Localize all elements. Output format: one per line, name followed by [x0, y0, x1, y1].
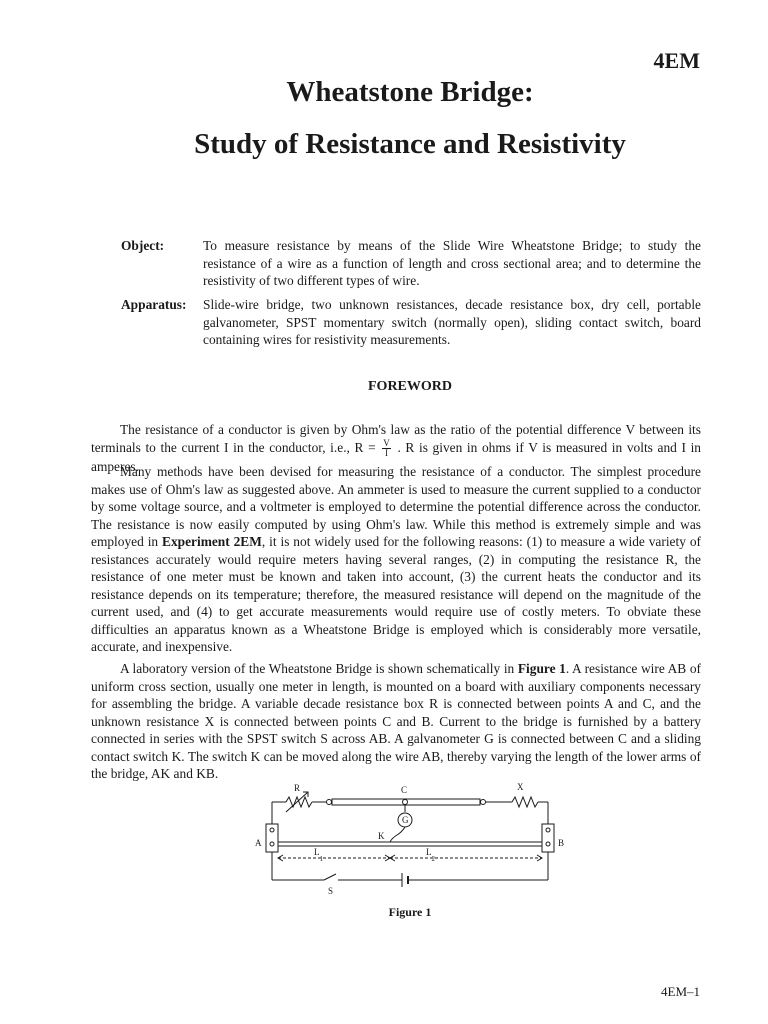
switch-s-blade	[324, 874, 336, 880]
p3-text-after: . A resistance wire AB of uniform cross section, usually one meter in length, is mounted on a board with auxiliary components necessary for assembling the bridge. A variable decade resistance box R is connected between points A and C, and the unknown resistance X is connected between points C and B. Current to the bridge is furnished by a battery connected in series with the SPST switch S across AB. A galvanometer G is connected between C and a sliding contact switch K. The switch K can be moved along the wire AB, thereby varying the length of the lower arms of the bridge, AK and KB.	[91, 661, 701, 781]
figure-caption: Figure 1	[388, 905, 432, 919]
terminal-bar-left	[327, 800, 332, 805]
label-l1-letter: L	[314, 847, 320, 857]
object-label: Object:	[121, 238, 165, 253]
experiment-code: 4EM	[653, 48, 700, 73]
wire-g-to-k	[390, 827, 405, 842]
p2-bold-reference: Experiment 2EM	[162, 534, 262, 549]
p2-text-after: , it is not widely used for the following reasons: (1) to measure a wide variety of resistances accurately would require meters having several ranges, (2) in computing the resistance R, the resistance of one meter must be known and taken into account, (3) the current heats the conductor and its resistance depends on its temperature; therefore, the measured resistance will depend on the magnitude of the current used, and (4) to get accurate measurements would require use of costly meters. To obviate these difficulties an apparatus known as a Wheatstone Bridge is employed which is considerably more versatile, accurate, and inexpensive.	[91, 534, 701, 654]
terminal-c	[403, 800, 408, 805]
foreword-heading: FOREWORD	[368, 379, 452, 394]
label-a: A	[255, 838, 262, 848]
p3-bold-reference: Figure 1	[517, 661, 566, 676]
label-g: G	[402, 815, 409, 825]
wheatstone-bridge-diagram	[250, 780, 570, 898]
label-b: B	[558, 838, 565, 848]
label-l2-letter: L	[426, 847, 432, 857]
label-x: X	[517, 782, 524, 792]
label-c: C	[401, 785, 408, 795]
apparatus-label: Apparatus:	[121, 297, 187, 312]
p3-text-before: A laboratory version of the Wheatstone Bridge is shown schematically in	[120, 661, 515, 676]
p1-text-after: . R is given in ohms if V is measured in volts and I in amperes.	[91, 439, 701, 474]
fraction-denominator: I	[385, 447, 389, 458]
page-number: 4EM–1	[661, 984, 700, 999]
label-r: R	[294, 783, 301, 793]
foreword-paragraph-3	[91, 660, 701, 783]
label-s: S	[328, 886, 334, 896]
resistor-r-zigzag	[286, 797, 312, 807]
label-l2-subscript: 2	[431, 855, 435, 863]
label-l1-subscript: 1	[319, 855, 323, 863]
foreword-paragraph-2	[91, 463, 701, 656]
p2-text-before: Many methods have been devised for measuring the resistance of a conductor. The simplest procedure makes use of Ohm's law as suggested above. An ammeter is used to measure the current supplied to a conductor by some voltage source, and a voltmeter is employed to determine the potential difference across the conductor. The resistance is now easily computed by using Ohm's law. While this method is extremely simple and was employed in	[91, 464, 701, 549]
object-section	[121, 237, 701, 290]
p1-text-before: The resistance of a conductor is given by Ohm's law as the ratio of the potential difference V between its terminals to the current I in the conductor, i.e., R =	[91, 422, 701, 455]
resistor-r-arrow-line	[286, 792, 308, 812]
page-subtitle: Study of Resistance and Resistivity	[194, 128, 626, 160]
apparatus-text: Slide-wire bridge, two unknown resistances, decade resistance box, dry cell, portable galvanometer, SPST momentary switch (normally open), sliding contact switch, board containing wires for resistivity measurements.	[203, 297, 701, 347]
resistor-x-zigzag	[512, 797, 538, 807]
label-l2	[426, 847, 436, 863]
ohms-law-fraction	[382, 439, 391, 458]
fraction-numerator: V	[383, 437, 390, 448]
apparatus-section	[121, 296, 701, 349]
label-l1	[314, 847, 324, 863]
page-title: Wheatstone Bridge:	[286, 76, 534, 108]
label-k: K	[378, 831, 385, 841]
object-text: To measure resistance by means of the Slide Wire Wheatstone Bridge; to study the resistance of a wire as a function of length and cross sectional area; and to determine the resistivity of two different types of wire.	[203, 238, 701, 288]
terminal-bar-right	[481, 800, 486, 805]
